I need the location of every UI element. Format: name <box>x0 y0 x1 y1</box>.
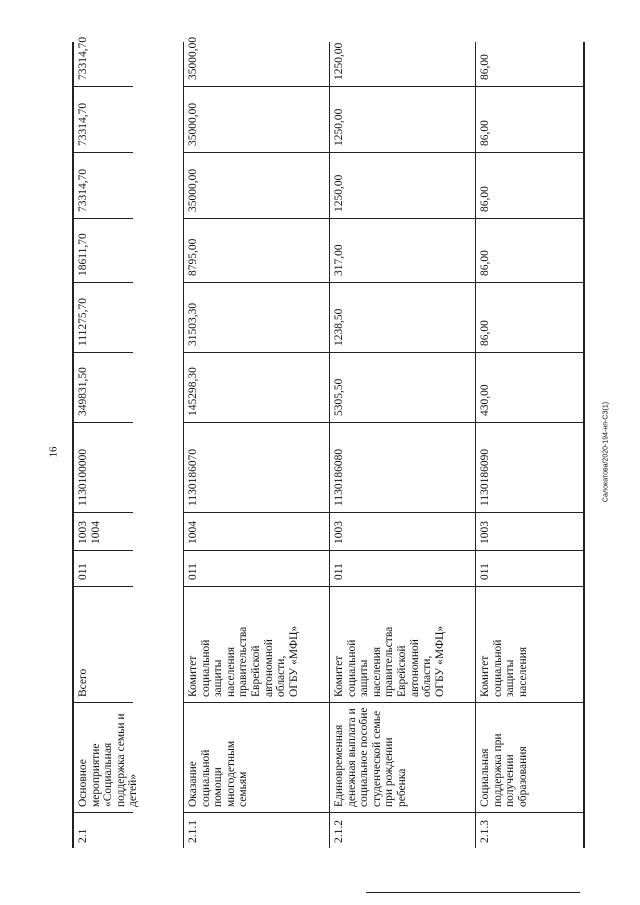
cell-amount-year-4: 35000,00 <box>184 86 329 152</box>
cell-responsible: Комитет социальной защиты населения правительства Еврейской автономной области, ОГБУ «МФЦ» <box>330 586 475 702</box>
cell-amount-year-2: 86,00 <box>476 218 584 282</box>
cell-number: 2.1.3 <box>476 812 584 848</box>
cell-responsible: Всего <box>74 586 133 702</box>
cell-csr: 1130186070 <box>184 422 329 512</box>
cell-number: 2.1 <box>74 812 133 848</box>
cell-amount-total: 145298,30 <box>184 352 329 422</box>
cell-amount-total: 5305,50 <box>330 352 475 422</box>
cell-amount-total: 430,00 <box>476 352 584 422</box>
cell-activity-name: Единовременная денежная выплата и социальное пособие студенческой семье при рождении ребенка <box>330 702 475 812</box>
cell-grbs: 011 <box>184 550 329 586</box>
cell-amount-year-2: 8795,00 <box>184 218 329 282</box>
page-number: 16 <box>47 446 60 458</box>
cell-grbs: 011 <box>476 550 584 586</box>
cell-rzpr: 1003 <box>476 512 584 550</box>
table-row <box>475 42 585 848</box>
cell-amount-year-3: 73314,70 <box>74 152 133 218</box>
cell-amount-year-3: 1250,00 <box>330 152 475 218</box>
cell-amount-total: 349831,50 <box>74 352 133 422</box>
cell-amount-year-5: 1250,00 <box>333 42 345 80</box>
cell-amount-year-1: 31503,30 <box>184 282 329 352</box>
cell-amount-year-5: 86,00 <box>479 54 491 80</box>
cell-amount-year-4: 86,00 <box>476 86 584 152</box>
cell-amount-year-5: 73314,70 <box>77 36 89 80</box>
cell-responsible: Комитет социальной защиты населения правительства Еврейской автономной области, ОГБУ «МФЦ» <box>184 586 329 702</box>
cell-activity-name: Оказание социальной помощи многодетным семьям <box>184 702 329 812</box>
cell-activity-name: Основное мероприятие «Социальная поддержка семьи и детей» <box>74 702 133 812</box>
cell-responsible: Комитет социальной защиты населения <box>476 586 584 702</box>
cell-amount-year-1: 86,00 <box>476 282 584 352</box>
cell-rzpr: 1003 <box>330 512 475 550</box>
cell-amount-year-2: 18611,70 <box>74 218 133 282</box>
footer-rule <box>366 892 580 893</box>
cell-csr: 1130186090 <box>476 422 584 512</box>
cell-number: 2.1.1 <box>184 812 329 848</box>
cell-amount-year-2: 317,00 <box>330 218 475 282</box>
document-code: Салокатова/2020-194-нп-СЗ(1) <box>602 401 610 503</box>
cell-amount-year-4: 1250,00 <box>330 86 475 152</box>
cell-amount-year-3: 86,00 <box>476 152 584 218</box>
cell-amount-year-1: 1238,50 <box>330 282 475 352</box>
cell-grbs: 011 <box>330 550 475 586</box>
table-row <box>329 42 475 848</box>
budget-table <box>72 36 584 848</box>
cell-amount-year-1: 111275,70 <box>74 282 133 352</box>
table-row <box>73 36 140 848</box>
cell-grbs: 011 <box>74 550 133 586</box>
cell-amount-year-3: 35000,00 <box>184 152 329 218</box>
cell-number: 2.1.2 <box>330 812 475 848</box>
table-row <box>183 36 329 848</box>
cell-rzpr: 1004 <box>184 512 329 550</box>
cell-rzpr: 1003 1004 <box>74 512 133 550</box>
cell-amount-year-4: 73314,70 <box>74 86 133 152</box>
cell-amount-year-5: 35000,00 <box>187 36 199 80</box>
cell-activity-name: Социальная поддержка при получении образования <box>476 702 584 812</box>
cell-csr: 1130100000 <box>74 422 133 512</box>
cell-csr: 1130186080 <box>330 422 475 512</box>
